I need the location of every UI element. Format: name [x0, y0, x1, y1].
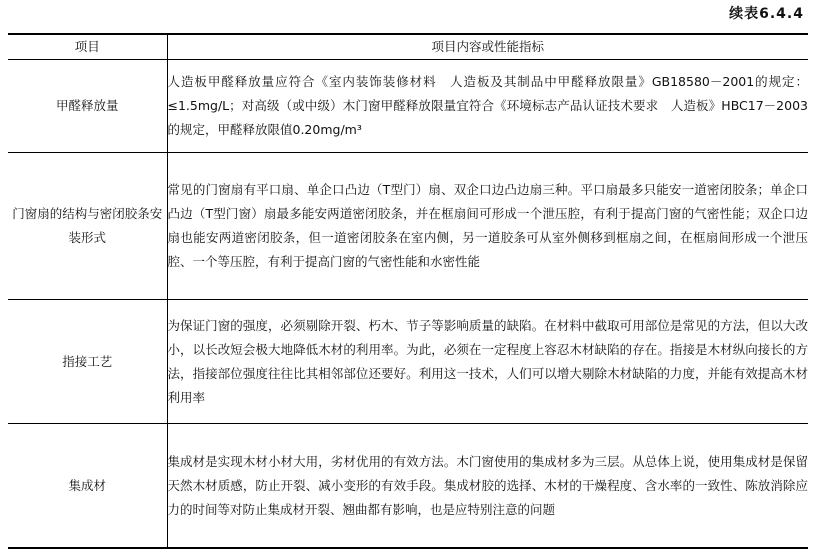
- table-caption: 续表6.4.4: [729, 6, 804, 22]
- table-row: [8, 153, 808, 300]
- table-row: [8, 300, 808, 424]
- row-item-label: 门窗扇的结构与密闭胶条安装形式: [8, 153, 167, 300]
- row-content: 常见的门窗扇有平口扇、单企口凸边（T型门）扇、双企口边凸边扇三种。平口扇最多只能安一道密闭胶条；单企口凸边（T型门窗）扇最多能安两道密闭胶条，并在框扇间可形成一个泄压腔，有利于提高门窗的气密性能；双企口边扇也能安两道密闭胶条，但一道密闭胶条在室内侧，另一道胶条可从室外侧移到框扇之间，在框扇间形成一个泄压腔、一个等压腔，有利于提高门窗的气密性能和水密性能: [167, 153, 808, 300]
- table-row: [8, 60, 808, 153]
- row-item-label: 甲醛释放量: [8, 60, 167, 153]
- row-item-label: 集成材: [8, 424, 167, 549]
- spec-table: [8, 33, 808, 549]
- header-item: 项目: [8, 34, 167, 60]
- row-item-label: 指接工艺: [8, 300, 167, 424]
- row-content: 为保证门窗的强度，必须剔除开裂、朽木、节子等影响质量的缺陷。在材料中截取可用部位是常见的方法，但以大改小，以长改短会极大地降低木材的利用率。为此，必须在一定程度上容忍木材缺陷的存在。指接是木材纵向接长的方法，指接部位强度往往比其相邻部位还要好。利用这一技术，人们可以增大剔除木材缺陷的力度，并能有效提高木材利用率: [167, 300, 808, 424]
- header-content: 项目内容或性能指标: [167, 34, 808, 60]
- table-row: [8, 424, 808, 549]
- row-content: 人造板甲醛释放量应符合《室内装饰装修材料 人造板及其制品中甲醛释放限量》GB18580－2001的规定：≤1.5mg/L；对高级（或中级）木门窗甲醛释放限量宜符合《环境标志产品认证技术要求 人造板》HBC17－2003的规定，甲醛释放限值0.20mg/m³: [167, 60, 808, 153]
- row-content: 集成材是实现木材小材大用，劣材优用的有效方法。木门窗使用的集成材多为三层。从总体上说，使用集成材是保留天然木材质感，防止开裂、减小变形的有效手段。集成材胶的选择、木材的干燥程度、含水率的一致性、陈放消除应力的时间等对防止集成材开裂、翘曲都有影响，也是应特别注意的问题: [167, 424, 808, 549]
- table-header-row: [8, 34, 808, 60]
